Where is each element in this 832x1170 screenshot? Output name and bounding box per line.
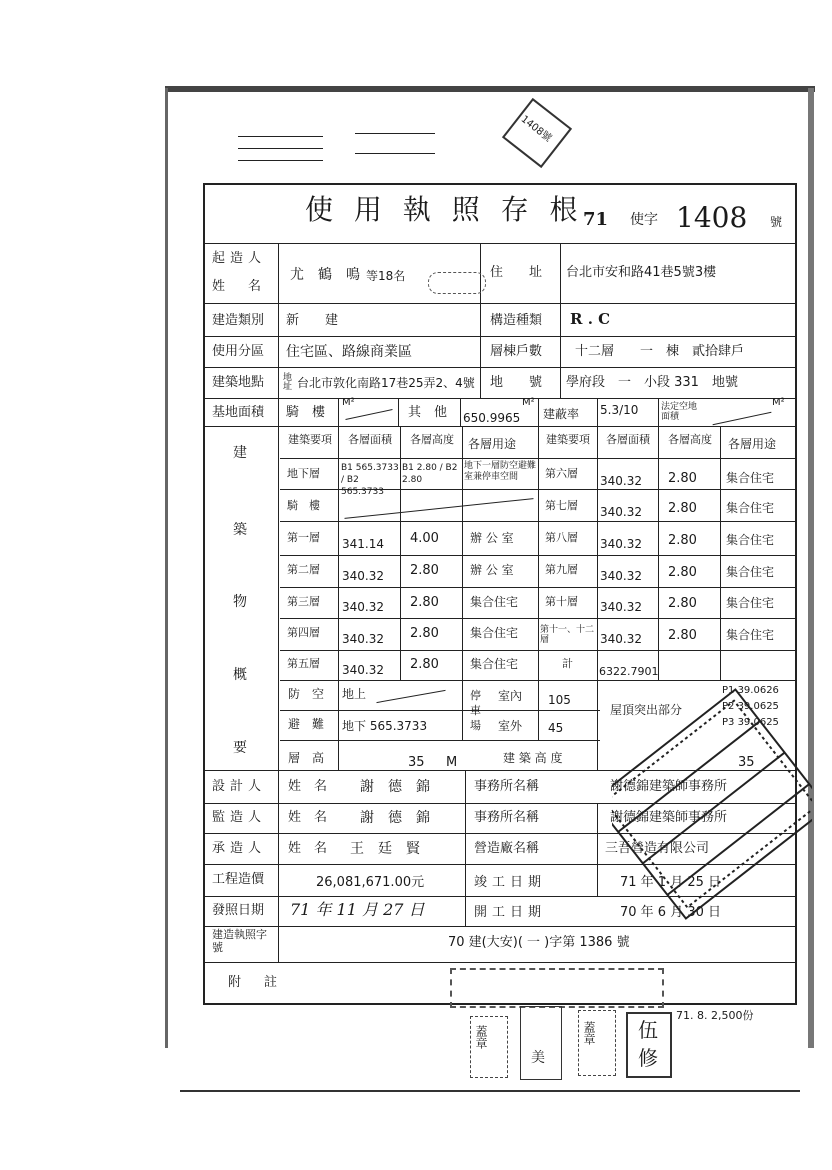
line bbox=[460, 398, 461, 426]
supervisor-firm: 謝德錦建築師事務所 bbox=[610, 810, 728, 825]
coverage-label: 建蔽率 bbox=[543, 407, 580, 421]
floor-name: 第六層 bbox=[545, 467, 578, 480]
floor-height: 2.80 bbox=[410, 626, 439, 641]
hdr-height: 各層高度 bbox=[410, 433, 454, 446]
floor-use: 辦 公 室 bbox=[470, 563, 514, 577]
print-run: 71. 8. 2,500份 bbox=[676, 1009, 754, 1022]
floor-name: 第四層 bbox=[287, 626, 320, 639]
seal-text: 1408號 bbox=[518, 113, 554, 145]
line bbox=[658, 398, 659, 426]
floor-name: 第十層 bbox=[545, 595, 578, 608]
start-label: 開工日期 bbox=[474, 905, 547, 920]
units-value: 十二層 一 棟 貳拾肆戶 bbox=[575, 344, 745, 359]
line bbox=[400, 426, 401, 680]
diagonal-stamp bbox=[612, 672, 812, 972]
floor-height: 4.00 bbox=[410, 531, 439, 546]
hdr-use-2: 各層用途 bbox=[728, 437, 777, 451]
permit-ref-value: 70 建(大安)( 一 )字第 1386 號 bbox=[448, 935, 630, 950]
location-label: 建築地點 bbox=[212, 375, 265, 390]
floor-height: 2.80 bbox=[668, 501, 697, 516]
parking-outdoor-value: 45 bbox=[548, 721, 564, 735]
floor-use: 集合住宅 bbox=[726, 565, 775, 579]
small-seal bbox=[428, 272, 486, 294]
parking-label: 停車場 bbox=[470, 689, 481, 732]
line bbox=[597, 803, 598, 896]
line bbox=[338, 398, 339, 426]
other-area-value: 650.9965 bbox=[463, 411, 521, 425]
other-label: 其 他 bbox=[408, 405, 448, 420]
sign-text: 修 bbox=[638, 1046, 658, 1070]
line bbox=[538, 426, 539, 740]
line bbox=[338, 426, 339, 770]
permit-char: 使字 bbox=[630, 212, 658, 228]
contractor-name: 王 廷 賢 bbox=[350, 841, 420, 857]
line bbox=[480, 243, 481, 398]
floor-name: 第三層 bbox=[287, 595, 320, 608]
line bbox=[280, 740, 600, 741]
sign-text: 美 bbox=[531, 1050, 545, 1066]
building-height-value: 35 bbox=[738, 755, 755, 770]
signature-box bbox=[626, 1012, 672, 1078]
floor-name: 地下層 bbox=[287, 467, 320, 480]
designer-label: 設計人 bbox=[212, 779, 267, 794]
line bbox=[278, 243, 279, 963]
floor-area: 340.32 bbox=[600, 474, 642, 488]
cost-value: 26,081,671.00元 bbox=[316, 875, 425, 890]
scan-bottom-line bbox=[180, 1090, 800, 1092]
summary-v-1: 建 bbox=[233, 445, 247, 461]
issue-label: 發照日期 bbox=[212, 903, 265, 918]
hdr-item-2: 建築要項 bbox=[546, 433, 590, 446]
summary-v-3: 物 bbox=[233, 594, 247, 610]
sign-text: 伍 bbox=[638, 1018, 658, 1042]
seal-stamp bbox=[502, 98, 572, 168]
permit-no: 1408 bbox=[676, 201, 748, 234]
line bbox=[398, 398, 399, 426]
open-space-label: 法定空地面積 bbox=[661, 402, 698, 422]
issue-date: 71 年 11 月 27 日 bbox=[290, 900, 425, 919]
owner-address: 台北市安和路41巷5號3樓 bbox=[566, 265, 717, 280]
floor-height: 2.80 bbox=[410, 657, 439, 672]
parking-indoor-value: 105 bbox=[548, 693, 571, 707]
cost-label: 工程造價 bbox=[212, 872, 265, 887]
floor-area: 340.32 bbox=[600, 600, 642, 614]
contractor-firm: 三吾營造有限公司 bbox=[605, 841, 710, 856]
floor-name: 第九層 bbox=[545, 563, 578, 576]
floor-height: B1 2.80 / B2 2.80 bbox=[402, 463, 458, 485]
start-date: 70 年 6 月 30 日 bbox=[620, 905, 722, 920]
scan-border-left bbox=[165, 88, 168, 1048]
top-left-stamp bbox=[238, 128, 328, 168]
owner-extra: 等18名 bbox=[366, 269, 406, 283]
summary-v-4: 概 bbox=[233, 667, 247, 683]
line bbox=[597, 426, 598, 770]
floor-use: 集合住宅 bbox=[726, 533, 775, 547]
floor-area: 340.32 bbox=[342, 632, 384, 646]
structure-label: 構造種類 bbox=[490, 313, 543, 328]
floor-name: 第一層 bbox=[287, 531, 320, 544]
line bbox=[203, 398, 795, 399]
scan-border-top bbox=[165, 86, 815, 92]
permit-ref-label: 建造執照字號 bbox=[212, 928, 267, 954]
floor-height-label: 層 高 bbox=[288, 751, 325, 765]
line bbox=[465, 770, 466, 926]
designer-firm: 謝德錦建築師事務所 bbox=[610, 779, 728, 794]
line bbox=[597, 398, 598, 426]
line bbox=[203, 243, 795, 244]
floor-height: 2.80 bbox=[410, 595, 439, 610]
bottom-stamp-strip bbox=[450, 968, 664, 1008]
floor-area: 340.32 bbox=[342, 569, 384, 583]
roof-label: 屋頂突出部分 bbox=[610, 703, 683, 717]
lot-value: 學府段 一 小段 331 地號 bbox=[566, 375, 738, 390]
completion-date: 71 年 1 月 25 日 bbox=[620, 875, 722, 890]
shelter-value: 地上 bbox=[342, 687, 367, 701]
floor-name: 第二層 bbox=[287, 563, 320, 576]
structure-value: R . C bbox=[570, 310, 611, 328]
floor-area: 340.32 bbox=[600, 537, 642, 551]
sign-text: 蓋章 bbox=[474, 1025, 488, 1049]
addr-label: 住 址 bbox=[490, 265, 543, 280]
owner-label-2: 姓 名 bbox=[212, 279, 267, 294]
floor-height: 2.80 bbox=[668, 628, 697, 643]
floor-area: 340.32 bbox=[342, 600, 384, 614]
floor-name: 第八層 bbox=[545, 531, 578, 544]
units-label: 層棟戶數 bbox=[490, 344, 543, 359]
parking-indoor-label: 室內 bbox=[498, 689, 523, 703]
summary-v-5: 要 bbox=[233, 740, 247, 756]
floor-height: 2.80 bbox=[668, 533, 697, 548]
floor-name: 第五層 bbox=[287, 657, 320, 670]
floor-name: 第七層 bbox=[545, 499, 578, 512]
line bbox=[538, 398, 539, 426]
year-prefix: 71 bbox=[583, 209, 609, 230]
floor-use: 辦 公 室 bbox=[470, 531, 514, 545]
floor-use: 集合住宅 bbox=[470, 626, 519, 640]
arcade-label: 騎 樓 bbox=[286, 405, 326, 420]
floor-area: 6322.7901 bbox=[599, 665, 659, 678]
doc-title: 使 用 執 照 存 根 bbox=[305, 193, 584, 226]
line bbox=[203, 426, 795, 427]
line bbox=[280, 710, 600, 711]
zoning-label: 使用分區 bbox=[212, 344, 265, 359]
line bbox=[462, 426, 463, 740]
refuge-value: 地下 565.3733 bbox=[342, 719, 428, 733]
hdr-area: 各層面積 bbox=[348, 433, 392, 446]
line bbox=[203, 367, 795, 368]
floor-height-value: 35 bbox=[408, 755, 425, 770]
floor-area: 340.32 bbox=[600, 569, 642, 583]
hdr-area-2: 各層面積 bbox=[606, 433, 650, 446]
completion-label: 竣工日期 bbox=[474, 875, 547, 890]
owner-label-1: 起造人 bbox=[212, 251, 267, 266]
roof-p2: P2 39.0625 bbox=[722, 701, 779, 712]
sign-text: 蓋章 bbox=[582, 1021, 596, 1045]
hdr-height-2: 各層高度 bbox=[668, 433, 712, 446]
signature-box bbox=[578, 1010, 616, 1076]
contractor-firm-label: 營造廠名稱 bbox=[474, 841, 540, 856]
floor-height: 2.80 bbox=[410, 563, 439, 578]
supervisor-name-label: 姓 名 bbox=[288, 810, 328, 825]
line bbox=[720, 426, 721, 680]
hdr-use: 各層用途 bbox=[468, 437, 517, 451]
supervisor-name: 謝 德 錦 bbox=[360, 810, 430, 826]
supervisor-firm-label: 事務所名稱 bbox=[474, 810, 540, 825]
floor-name: 騎 樓 bbox=[287, 499, 320, 512]
location-value: 台北市敦化南路17巷25弄2、4號 bbox=[297, 376, 475, 390]
supervisor-label: 監造人 bbox=[212, 810, 267, 825]
floor-use: 集合住宅 bbox=[470, 657, 519, 671]
floor-use: 地下一層防空避難室兼停車空間 bbox=[464, 461, 537, 482]
shelter-label: 防 空 bbox=[288, 687, 325, 701]
designer-firm-label: 事務所名稱 bbox=[474, 779, 540, 794]
floor-name: 第十一、十二層 bbox=[540, 625, 595, 645]
hdr-item: 建築要項 bbox=[288, 433, 332, 446]
location-addr-tag: 地址 bbox=[281, 372, 291, 390]
floor-height-unit: M bbox=[446, 755, 458, 770]
floor-use: 集合住宅 bbox=[726, 501, 775, 515]
contractor-name-label: 姓 名 bbox=[288, 841, 328, 856]
summary-v-2: 築 bbox=[233, 522, 247, 538]
floor-area: 340.32 bbox=[600, 505, 642, 519]
floor-height: 2.80 bbox=[668, 565, 697, 580]
top-mid-stamp bbox=[355, 125, 445, 170]
floor-use: 集合住宅 bbox=[726, 628, 775, 642]
unit-m2: M² bbox=[772, 397, 785, 408]
unit-m2: M² bbox=[342, 397, 355, 408]
coverage-value: 5.3/10 bbox=[600, 403, 639, 417]
note-label: 附 註 bbox=[228, 975, 283, 990]
site-area-label: 基地面積 bbox=[212, 405, 265, 420]
signature-box bbox=[470, 1016, 508, 1078]
floor-use: 集合住宅 bbox=[726, 596, 775, 610]
floor-height: 2.80 bbox=[668, 596, 697, 611]
lot-label: 地 號 bbox=[490, 375, 543, 390]
zoning-value: 住宅區、路線商業區 bbox=[286, 344, 412, 360]
owner-name: 尤 鶴 鳴 bbox=[290, 267, 360, 283]
parking-outdoor-label: 室外 bbox=[498, 719, 523, 733]
line bbox=[658, 426, 659, 680]
floor-use: 集合住宅 bbox=[470, 595, 519, 609]
line bbox=[560, 243, 561, 398]
type-value: 新 建 bbox=[286, 313, 339, 328]
designer-name-label: 姓 名 bbox=[288, 779, 328, 794]
floor-area: 340.32 bbox=[600, 632, 642, 646]
unit-m2: M² bbox=[522, 397, 535, 408]
floor-area: B1 565.3733 / B2 565.3733 bbox=[341, 463, 399, 497]
line bbox=[203, 336, 795, 337]
floor-use: 集合住宅 bbox=[726, 471, 775, 485]
floor-height: 2.80 bbox=[668, 471, 697, 486]
signature-box bbox=[520, 1006, 562, 1080]
refuge-label: 避 難 bbox=[288, 717, 325, 731]
floor-area: 340.32 bbox=[342, 663, 384, 677]
floor-name: 計 bbox=[562, 657, 573, 670]
line bbox=[203, 303, 795, 304]
designer-name: 謝 德 錦 bbox=[360, 779, 430, 795]
building-height-label: 建 築 高 度 bbox=[503, 751, 563, 765]
permit-suffix: 號 bbox=[770, 215, 783, 229]
roof-p3: P3 39.0625 bbox=[722, 717, 779, 728]
contractor-label: 承造人 bbox=[212, 841, 267, 856]
roof-p1: P1 39.0626 bbox=[722, 685, 779, 696]
floor-area: 341.14 bbox=[342, 537, 384, 551]
type-label: 建造類別 bbox=[212, 313, 265, 328]
